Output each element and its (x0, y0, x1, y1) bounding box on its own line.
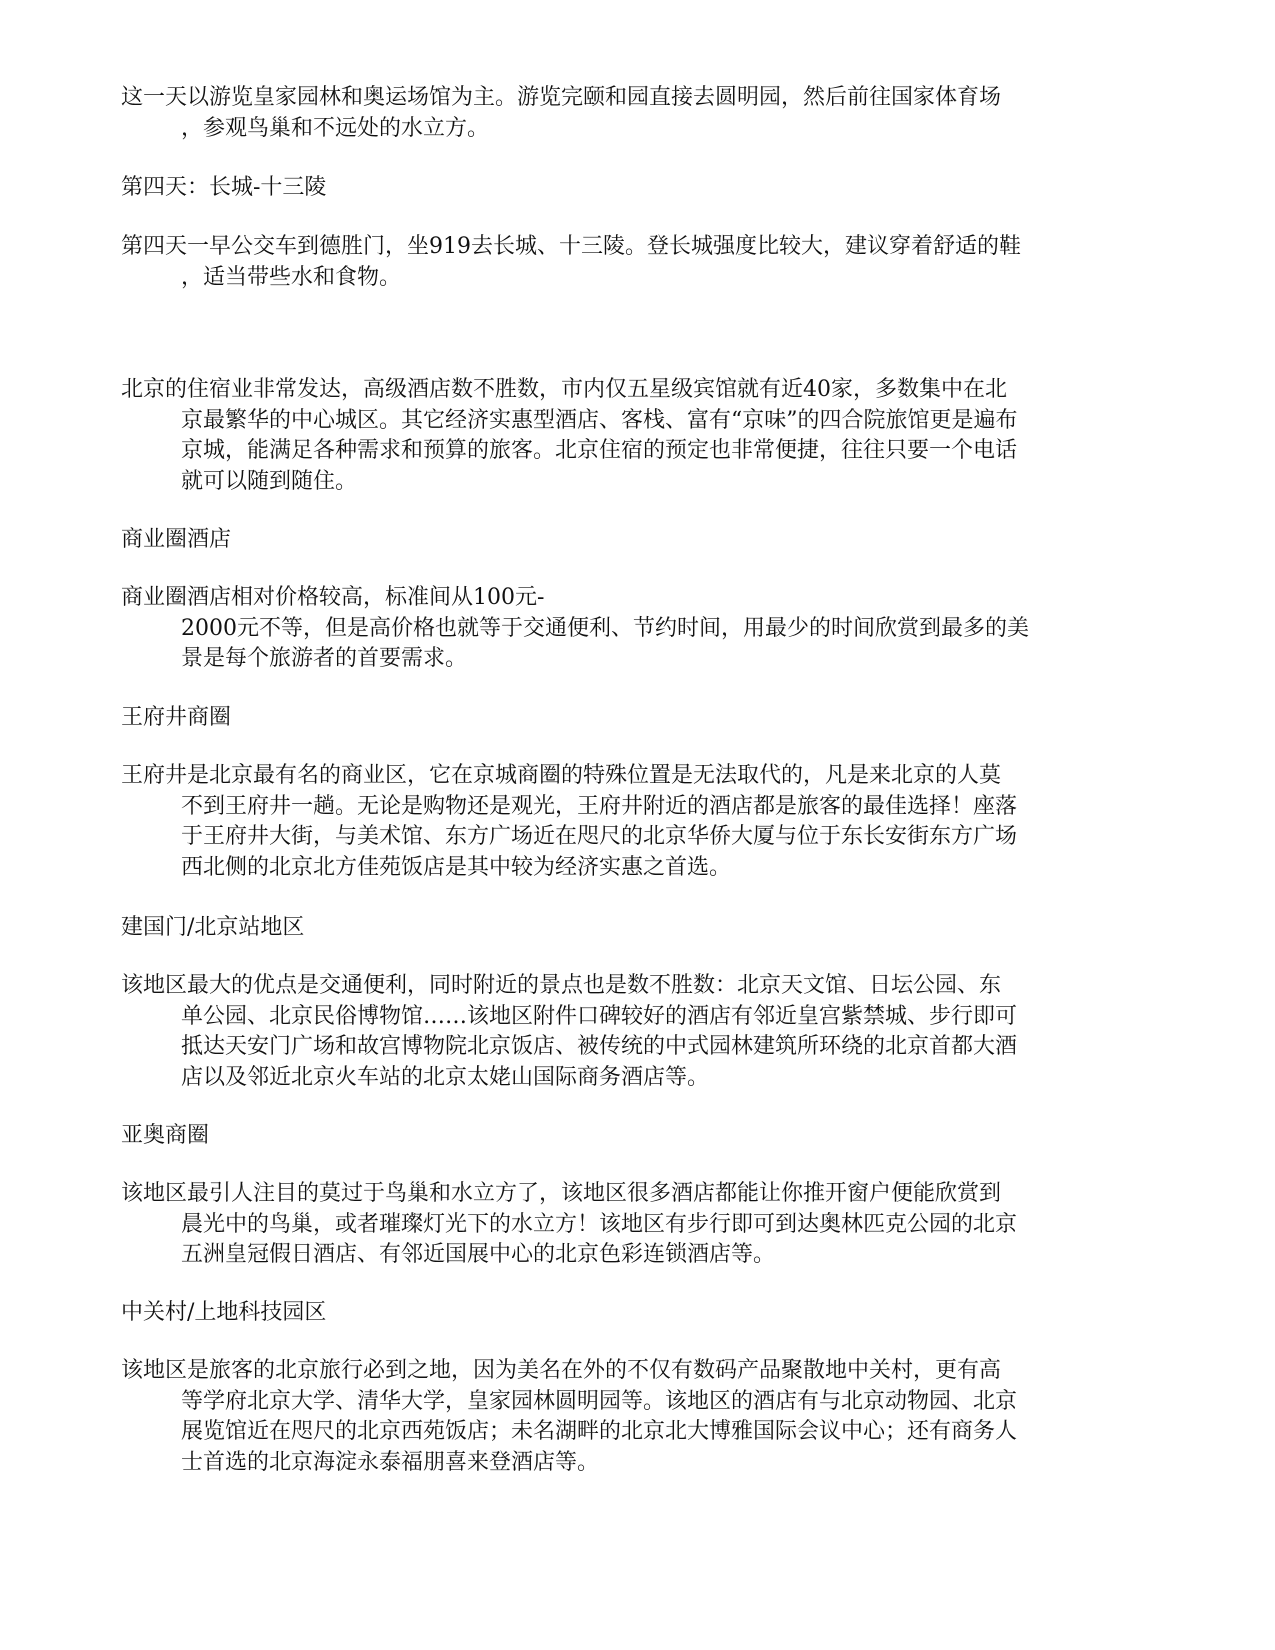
text-line: 京最繁华的中心城区。其它经济实惠型酒店、客栈、富有“京味”的四合院旅馆更是遍布 (181, 407, 1018, 433)
paragraph (121, 232, 1021, 293)
text-line: 西北侧的北京北方佳苑饭店是其中较为经济实惠之首选。 (181, 854, 732, 880)
text-line: 店以及邻近北京火车站的北京太姥山国际商务酒店等。 (181, 1064, 710, 1090)
paragraph (121, 583, 1029, 675)
paragraph (121, 761, 1017, 883)
text-line: 景是每个旅游者的首要需求。 (181, 646, 468, 671)
text-line: 于王府井大街，与美术馆、东方广场近在咫尺的北京华侨大厦与位于东长安街东方广场 (181, 824, 1018, 849)
text-line: 就可以随到随住。 (181, 468, 358, 494)
text-line: 该地区最引人注目的莫过于鸟巢和水立方了，该地区很多酒店都能让你推开窗户便能欣赏到 (121, 1181, 1002, 1206)
text-line: 北京的住宿业非常发达，高级酒店数不胜数，市内仅五星级宾馆就有近40家，多数集中在北 (121, 377, 1007, 402)
text-line: 2000元不等，但是高价格也就等于交通便利、节约时间，用最少的时间欣赏到最多的美 (181, 615, 1029, 641)
text-line: 京城，能满足各种需求和预算的旅客。北京住宿的预定也非常便捷，往往只要一个电话 (181, 438, 1018, 463)
text-line: 该地区最大的优点是交通便利，同时附近的景点也是数不胜数：北京天文馆、日坛公园、东 (121, 973, 1002, 998)
section-heading (121, 1121, 209, 1152)
section-heading (121, 913, 304, 944)
text-line: 单公园、北京民俗博物馆……该地区附件口碑较好的酒店有邻近皇宫紫禁城、步行即可 (181, 1003, 1018, 1029)
text-line: 这一天以游览皇家园林和奥运场馆为主。游览完颐和园直接去圆明园，然后前往国家体育场 (121, 85, 1002, 110)
paragraph (121, 83, 1001, 144)
text-line: 等学府北京大学、清华大学，皇家园林圆明园等。该地区的酒店有与北京动物园、北京 (181, 1388, 1018, 1414)
paragraph (121, 1179, 1017, 1271)
text-line: 王府井是北京最有名的商业区，它在京城商圈的特殊位置是无法取代的，凡是来北京的人莫 (121, 763, 1002, 788)
text-line: 第四天：长城-十三陵 (121, 175, 327, 200)
section-heading (121, 703, 231, 734)
text-line: 抵达天安门广场和故宫博物院北京饭店、被传统的中式园林建筑所环绕的北京首都大酒 (181, 1034, 1018, 1059)
text-line: 该地区是旅客的北京旅行必到之地，因为美名在外的不仅有数码产品聚散地中关村，更有高 (121, 1358, 1002, 1383)
text-line: ，参观鸟巢和不远处的水立方。 (181, 115, 490, 141)
paragraph (121, 1356, 1017, 1478)
section-heading (121, 173, 326, 204)
text-line: 中关村/上地科技园区 (121, 1300, 327, 1325)
section-heading (121, 525, 231, 556)
text-line: 第四天一早公交车到德胜门，坐919去长城、十三陵。登长城强度比较大，建议穿着舒适的鞋 (121, 234, 1021, 259)
paragraph (121, 375, 1018, 497)
text-line: 王府井商圈 (121, 705, 232, 730)
text-line: ，适当带些水和食物。 (181, 264, 402, 290)
text-line: 士首选的北京海淀永泰福朋喜来登酒店等。 (181, 1449, 600, 1475)
paragraph (121, 971, 1017, 1093)
text-line: 商业圈酒店 (121, 527, 232, 552)
text-line: 展览馆近在咫尺的北京西苑饭店；未名湖畔的北京北大博雅国际会议中心；还有商务人 (181, 1419, 1018, 1444)
text-line: 商业圈酒店相对价格较高，标准间从100元- (121, 585, 545, 610)
text-line: 亚奥商圈 (121, 1123, 210, 1148)
text-line: 建国门/北京站地区 (121, 915, 305, 940)
text-line: 不到王府井一趟。无论是购物还是观光，王府井附近的酒店都是旅客的最佳选择！座落 (181, 793, 1018, 819)
text-line: 晨光中的鸟巢，或者璀璨灯光下的水立方！该地区有步行即可到达奥林匹克公园的北京 (181, 1211, 1018, 1237)
text-line: 五洲皇冠假日酒店、有邻近国展中心的北京色彩连锁酒店等。 (181, 1242, 776, 1267)
section-heading (121, 1298, 326, 1329)
